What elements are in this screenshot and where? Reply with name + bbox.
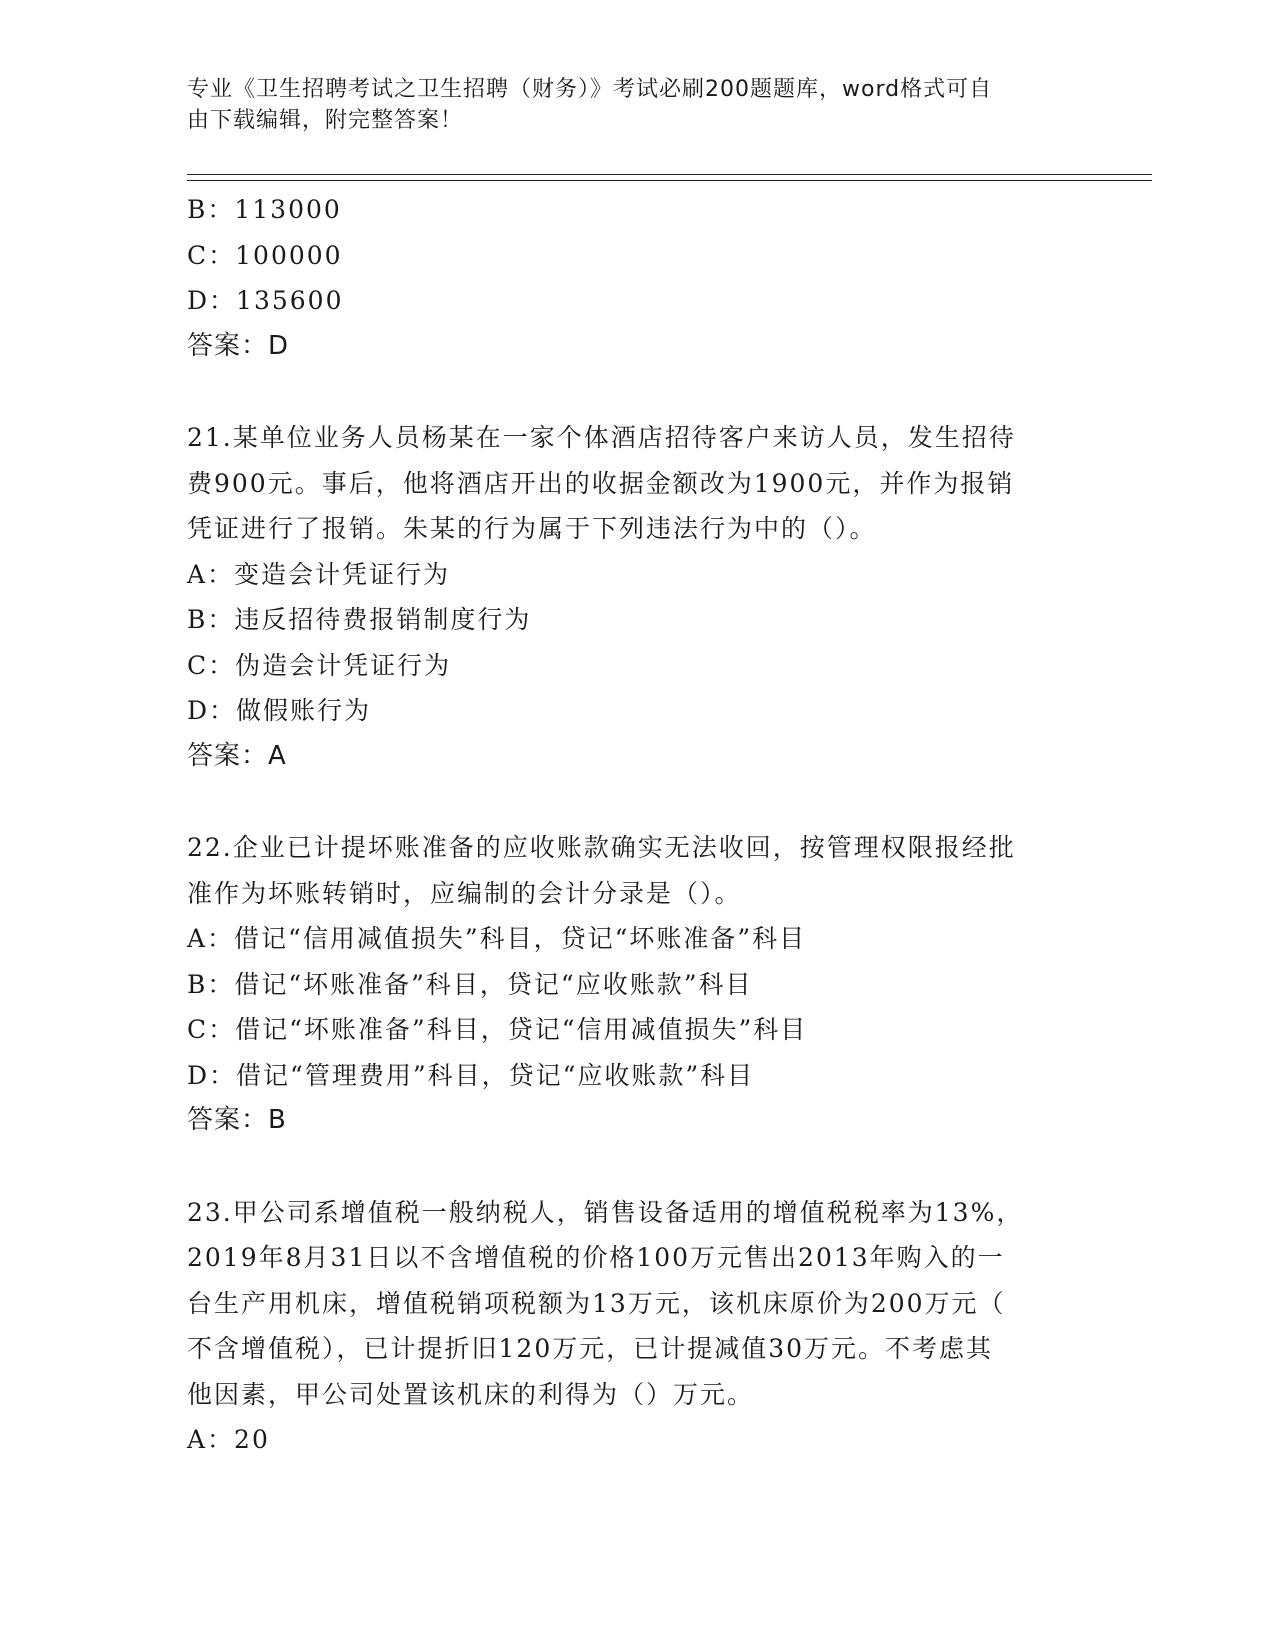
question-text-line: 2019年8月31日以不含增值税的价格100万元售出2013年购入的一 [187, 1243, 1005, 1272]
option-d: D：借记“管理费用”科目，贷记“应收账款”科目 [187, 1060, 755, 1090]
option-b: B：113000 [187, 195, 342, 224]
question-text-line: 23.甲公司系增值税一般纳税人，销售设备适用的增值税税率为13%， [187, 1197, 1024, 1227]
header-divider-bottom [187, 180, 1152, 181]
document-body [187, 187, 1087, 1463]
document-header [187, 74, 1067, 136]
option-d: D：135600 [187, 286, 344, 315]
option-a: A：20 [187, 1425, 270, 1454]
question-text-line: 不含增值税），已计提折旧120万元，已计提减值30万元。不考虑其 [187, 1334, 994, 1363]
question-21 [187, 415, 1087, 779]
header-line-2: 由下载编辑，附完整答案！ [187, 108, 464, 133]
header-line-1: 专业《卫生招聘考试之卫生招聘（财务）》考试必刷200题题库，word格式可自 [187, 77, 993, 102]
question-23 [187, 1190, 1087, 1463]
question-text-line: 费900元。事后，他将酒店开出的收据金额改为1900元，并作为报销 [187, 468, 1015, 498]
option-a: A：变造会计凭证行为 [187, 559, 451, 589]
answer: 答案：A [187, 740, 287, 771]
option-c: C：借记“坏账准备”科目，贷记“信用减值损失”科目 [187, 1015, 808, 1044]
question-text-line: 22.企业已计提坏账准备的应收账款确实无法收回，按管理权限报经批 [187, 833, 1016, 862]
question-text-line: 21.某单位业务人员杨某在一家个体酒店招待客户来访人员，发生招待 [187, 423, 1016, 452]
answer: 答案：B [187, 1105, 287, 1135]
option-c: C：100000 [187, 240, 343, 270]
option-b: B：违反招待费报销制度行为 [187, 605, 532, 634]
option-c: C：伪造会计凭证行为 [187, 650, 452, 680]
question-text-line: 他因素，甲公司处置该机床的利得为（）万元。 [187, 1379, 755, 1409]
option-d: D：做假账行为 [187, 696, 372, 725]
option-a: A：借记“信用减值损失”科目，贷记“坏账准备”科目 [187, 924, 807, 953]
header-divider-top [187, 174, 1152, 175]
answer: 答案：D [187, 330, 290, 361]
option-b: B：借记“坏账准备”科目，贷记“应收账款”科目 [187, 969, 753, 999]
question-22 [187, 825, 1087, 1144]
question-text-line: 准作为坏账转销时，应编制的会计分录是（）。 [187, 878, 742, 908]
question-text-line: 凭证进行了报销。朱某的行为属于下列违法行为中的（）。 [187, 514, 877, 543]
prev-question [187, 187, 1087, 369]
question-text-line: 台生产用机床，增值税销项税额为13万元，该机床原价为200万元（ [187, 1288, 1006, 1318]
